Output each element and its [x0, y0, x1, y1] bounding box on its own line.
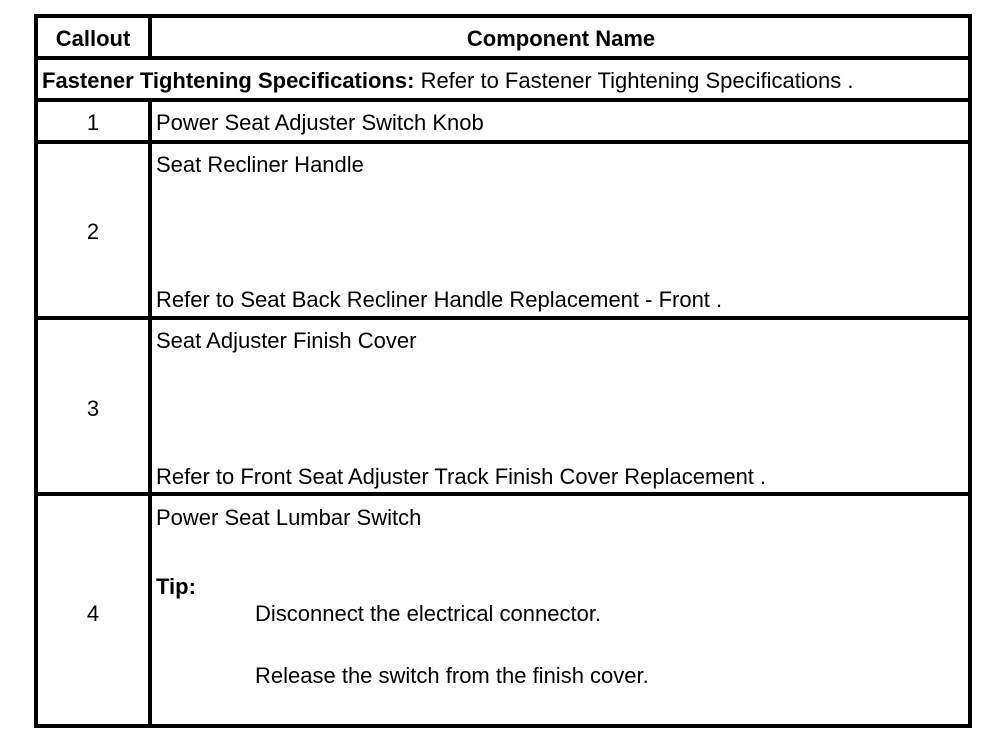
row-divider: [38, 492, 968, 496]
component-name-4: Power Seat Lumbar Switch: [156, 505, 422, 530]
fastener-spec-row: [42, 68, 853, 94]
callout-3: 3: [86, 396, 100, 421]
row-divider: [38, 140, 968, 144]
callout-2: 2: [86, 219, 100, 244]
row-divider: [38, 56, 968, 60]
replacement-link-3[interactable]: Refer to Front Seat Adjuster Track Finish Cover Replacement .: [156, 464, 767, 489]
column-divider: [148, 98, 152, 728]
component-name-header: Component Name: [466, 26, 656, 51]
row-divider: [38, 98, 968, 102]
fastener-spec-label: Fastener Tightening Specifications:: [42, 68, 415, 93]
tip-step-2: Release the switch from the finish cover.: [255, 663, 649, 688]
component-name-1: Power Seat Adjuster Switch Knob: [156, 110, 484, 135]
component-name-2: Seat Recliner Handle: [156, 152, 364, 177]
callout-4: 4: [86, 601, 100, 626]
callout-1: 1: [86, 110, 100, 135]
replacement-link-2[interactable]: Refer to Seat Back Recliner Handle Replacement - Front .: [156, 287, 723, 312]
fastener-spec-link[interactable]: Refer to Fastener Tightening Specifications .: [420, 68, 854, 93]
column-divider: [148, 18, 152, 56]
row-divider: [38, 316, 968, 320]
tip-step-1: Disconnect the electrical connector.: [255, 601, 602, 626]
callout-header: Callout: [55, 26, 131, 51]
component-name-3: Seat Adjuster Finish Cover: [156, 328, 417, 353]
tip-label: Tip:: [156, 574, 196, 599]
component-table: [34, 14, 972, 728]
